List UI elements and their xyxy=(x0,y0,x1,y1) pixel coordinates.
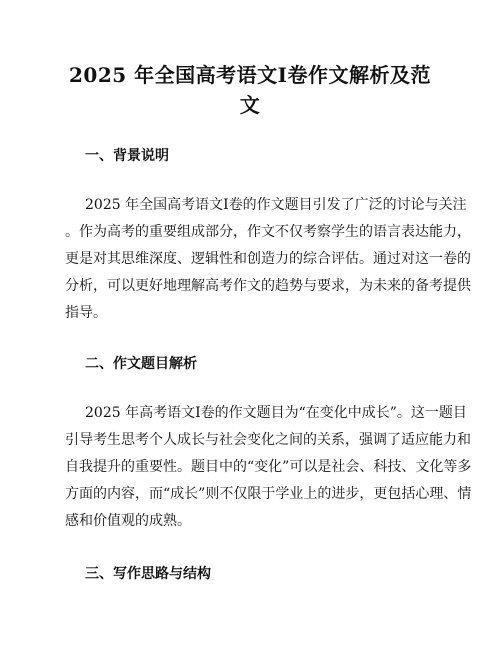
section-paragraph-background xyxy=(65,192,471,327)
title-line-1: 2025 年全国高考语文Ⅰ卷作文解析及范 xyxy=(69,63,431,87)
paragraph-line: 2025 年全国高考语文Ⅰ卷的作文题目引发了广泛的讨论与关注 xyxy=(85,197,467,213)
paragraph-line: 指导。 xyxy=(65,305,107,321)
paragraph-line: 方面的内容，而“成长”则不仅限于学业上的进步，更包括心理、情 xyxy=(65,486,472,502)
section-heading-writing-approach: 三、写作思路与结构 xyxy=(85,566,211,582)
document-title xyxy=(60,60,440,120)
title-line-2: 文 xyxy=(239,93,261,117)
paragraph-line: 2025 年高考语文Ⅰ卷的作文题目为“在变化中成长”。这一题目 xyxy=(85,405,467,421)
paragraph-line: 引导考生思考个人成长与社会变化之间的关系，强调了适应能力和 xyxy=(65,432,471,448)
paragraph-line: 。作为高考的重要组成部分，作文不仅考察学生的语言表达能力， xyxy=(65,224,471,240)
section-heading-background: 一、背景说明 xyxy=(85,148,169,164)
paragraph-line: 感和价值观的成熟。 xyxy=(65,513,191,529)
paragraph-line: 分析，可以更好地理解高考作文的趋势与要求，为未来的备考提供 xyxy=(65,278,471,294)
paragraph-line: 更是对其思维深度、逻辑性和创造力的综合评估。通过对这一卷的 xyxy=(65,251,471,267)
section-heading-topic-analysis: 二、作文题目解析 xyxy=(85,356,197,372)
section-paragraph-topic-analysis xyxy=(65,400,472,535)
paragraph-line: 自我提升的重要性。题目中的“变化”可以是社会、科技、文化等多 xyxy=(65,459,472,475)
